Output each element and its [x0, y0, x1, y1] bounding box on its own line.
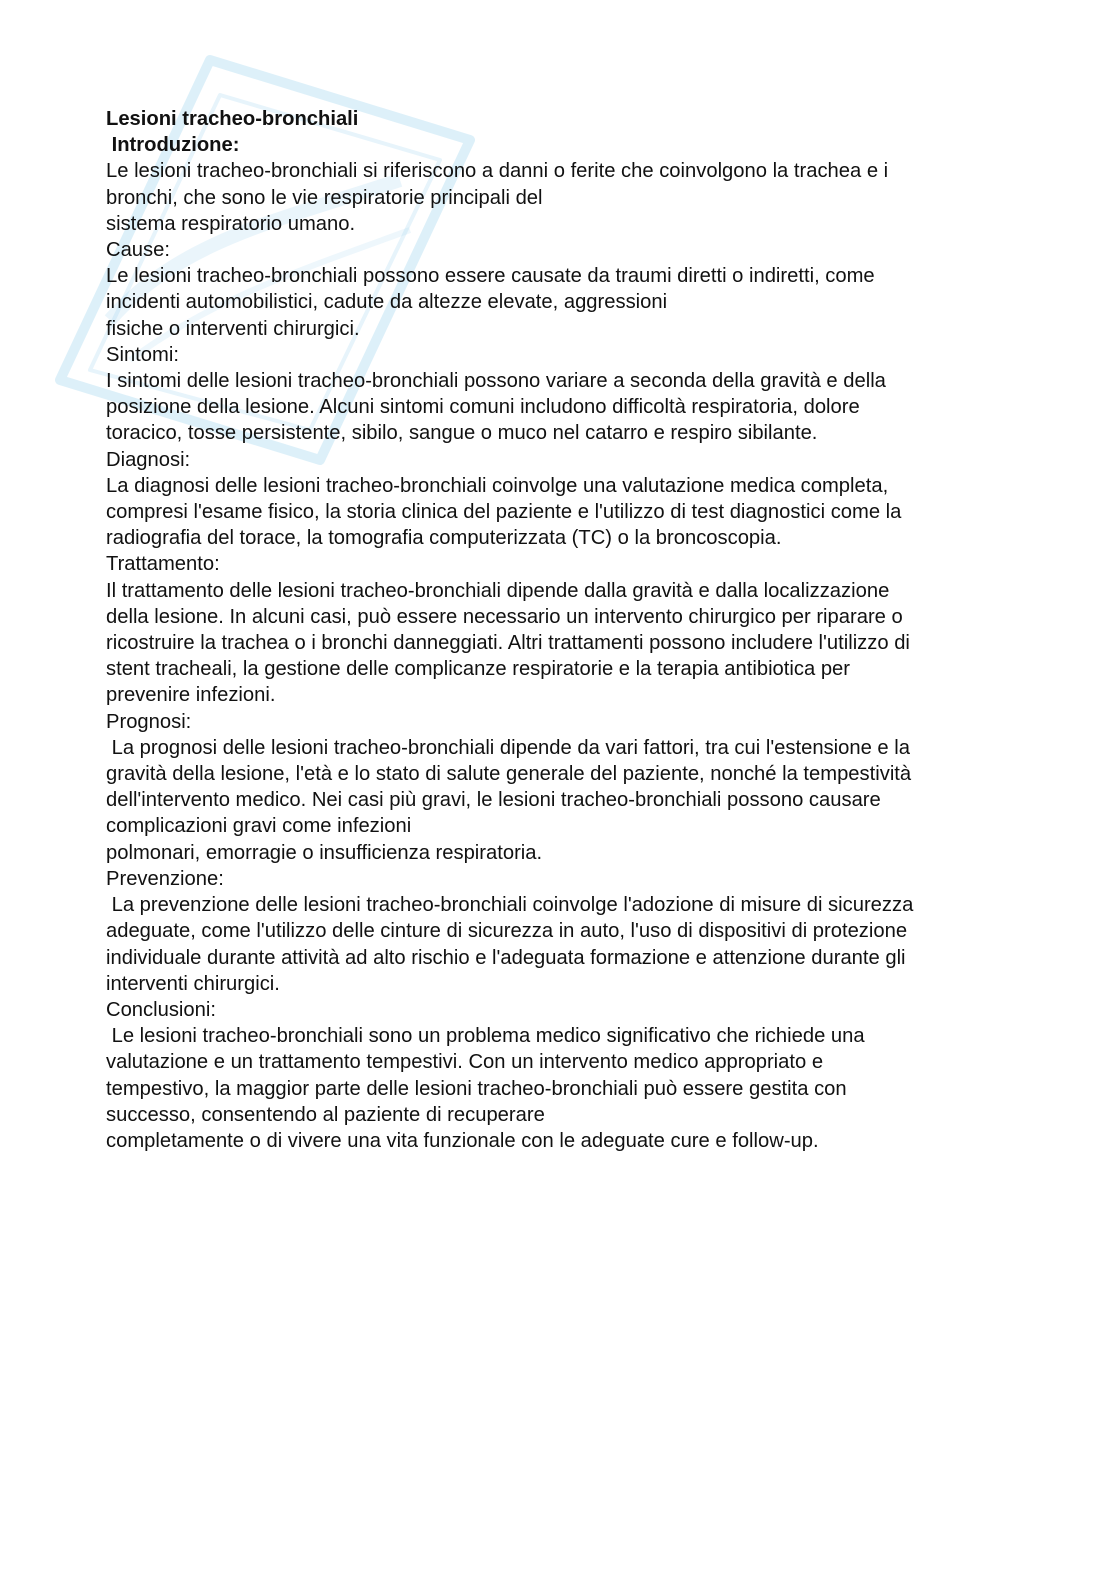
paragraph-line: successo, consentendo al paziente di recuperare — [106, 1103, 545, 1126]
heading-prevenzione: Prevenzione: — [106, 867, 224, 890]
paragraph-line: gravità della lesione, l'età e lo stato di salute generale del paziente, nonché la tempestività — [106, 763, 912, 786]
paragraph-line: adeguate, come l'utilizzo delle cinture di sicurezza in auto, l'uso di dispositivi di protezione — [106, 920, 908, 943]
paragraph-line: prevenire infezioni. — [106, 684, 276, 707]
paragraph-line: ricostruire la trachea o i bronchi danneggiati. Altri trattamenti possono includere l'utilizzo di — [106, 632, 910, 655]
paragraph-line: posizione della lesione. Alcuni sintomi comuni includono difficoltà respiratoria, dolore — [106, 396, 860, 419]
paragraph-line: La prognosi delle lesioni tracheo-bronchiali dipende da vari fattori, tra cui l'estensione e la — [106, 736, 910, 759]
paragraph-line: stent tracheali, la gestione delle complicanze respiratorie e la terapia antibiotica per — [106, 658, 850, 681]
paragraph-line: compresi l'esame fisico, la storia clinica del paziente e l'utilizzo di test diagnostici come la — [106, 501, 902, 524]
paragraph-line: valutazione e un trattamento tempestivi. Con un intervento medico appropriato e — [106, 1051, 824, 1074]
paragraph-line: radiografia del torace, la tomografia computerizzata (TC) o la broncoscopia. — [106, 527, 782, 550]
heading-trattamento: Trattamento: — [106, 553, 220, 576]
heading-diagnosi: Diagnosi: — [106, 448, 191, 471]
paragraph-line: individuale durante attività ad alto rischio e l'adeguata formazione e attenzione durante gli — [106, 946, 906, 969]
paragraph-line: Le lesioni tracheo-bronchiali possono essere causate da traumi diretti o indiretti, come — [106, 265, 875, 288]
document-title: Lesioni tracheo-bronchiali — [106, 108, 359, 130]
paragraph-line: toracico, tosse persistente, sibilo, sangue o muco nel catarro e respiro sibilante. — [106, 422, 818, 445]
paragraph-line: interventi chirurgici. — [106, 972, 280, 995]
paragraph-line: Il trattamento delle lesioni tracheo-bronchiali dipende dalla gravità e dalla localizzazione — [106, 579, 890, 602]
paragraph-line: incidenti automobilistici, cadute da altezze elevate, aggressioni — [106, 291, 668, 314]
paragraph-line: La prevenzione delle lesioni tracheo-bronchiali coinvolge l'adozione di misure di sicurezza — [106, 894, 914, 917]
paragraph-line: polmonari, emorragie o insufficienza respiratoria. — [106, 841, 543, 864]
paragraph-line: sistema respiratorio umano. — [106, 212, 356, 235]
paragraph-line: I sintomi delle lesioni tracheo-bronchiali possono variare a seconda della gravità e della — [106, 370, 886, 393]
paragraph-line: bronchi, che sono le vie respiratorie principali del — [106, 186, 543, 209]
heading-conclusioni: Conclusioni: — [106, 998, 216, 1021]
paragraph-line: completamente o di vivere una vita funzionale con le adeguate cure e follow-up. — [106, 1129, 819, 1152]
heading-prognosi: Prognosi: — [106, 710, 192, 733]
heading-sintomi: Sintomi: — [106, 343, 179, 366]
paragraph-line: dell'intervento medico. Nei casi più gravi, le lesioni tracheo-bronchiali possono causare — [106, 789, 881, 812]
paragraph-line: fisiche o interventi chirurgici. — [106, 317, 360, 340]
paragraph-line: complicazioni gravi come infezioni — [106, 815, 412, 838]
paragraph-line: La diagnosi delle lesioni tracheo-bronchiali coinvolge una valutazione medica completa, — [106, 474, 889, 497]
paragraph-line: Le lesioni tracheo-bronchiali si riferiscono a danni o ferite che coinvolgono la trachea e i — [106, 160, 889, 183]
paragraph-line: Le lesioni tracheo-bronchiali sono un problema medico significativo che richiede una — [106, 1025, 865, 1048]
heading-introduzione: Introduzione: — [106, 134, 240, 157]
document-body — [106, 106, 1006, 1154]
paragraph-line: tempestivo, la maggior parte delle lesioni tracheo-bronchiali può essere gestita con — [106, 1077, 847, 1100]
heading-cause: Cause: — [106, 239, 170, 262]
paragraph-line: della lesione. In alcuni casi, può essere necessario un intervento chirurgico per riparare o — [106, 605, 903, 628]
